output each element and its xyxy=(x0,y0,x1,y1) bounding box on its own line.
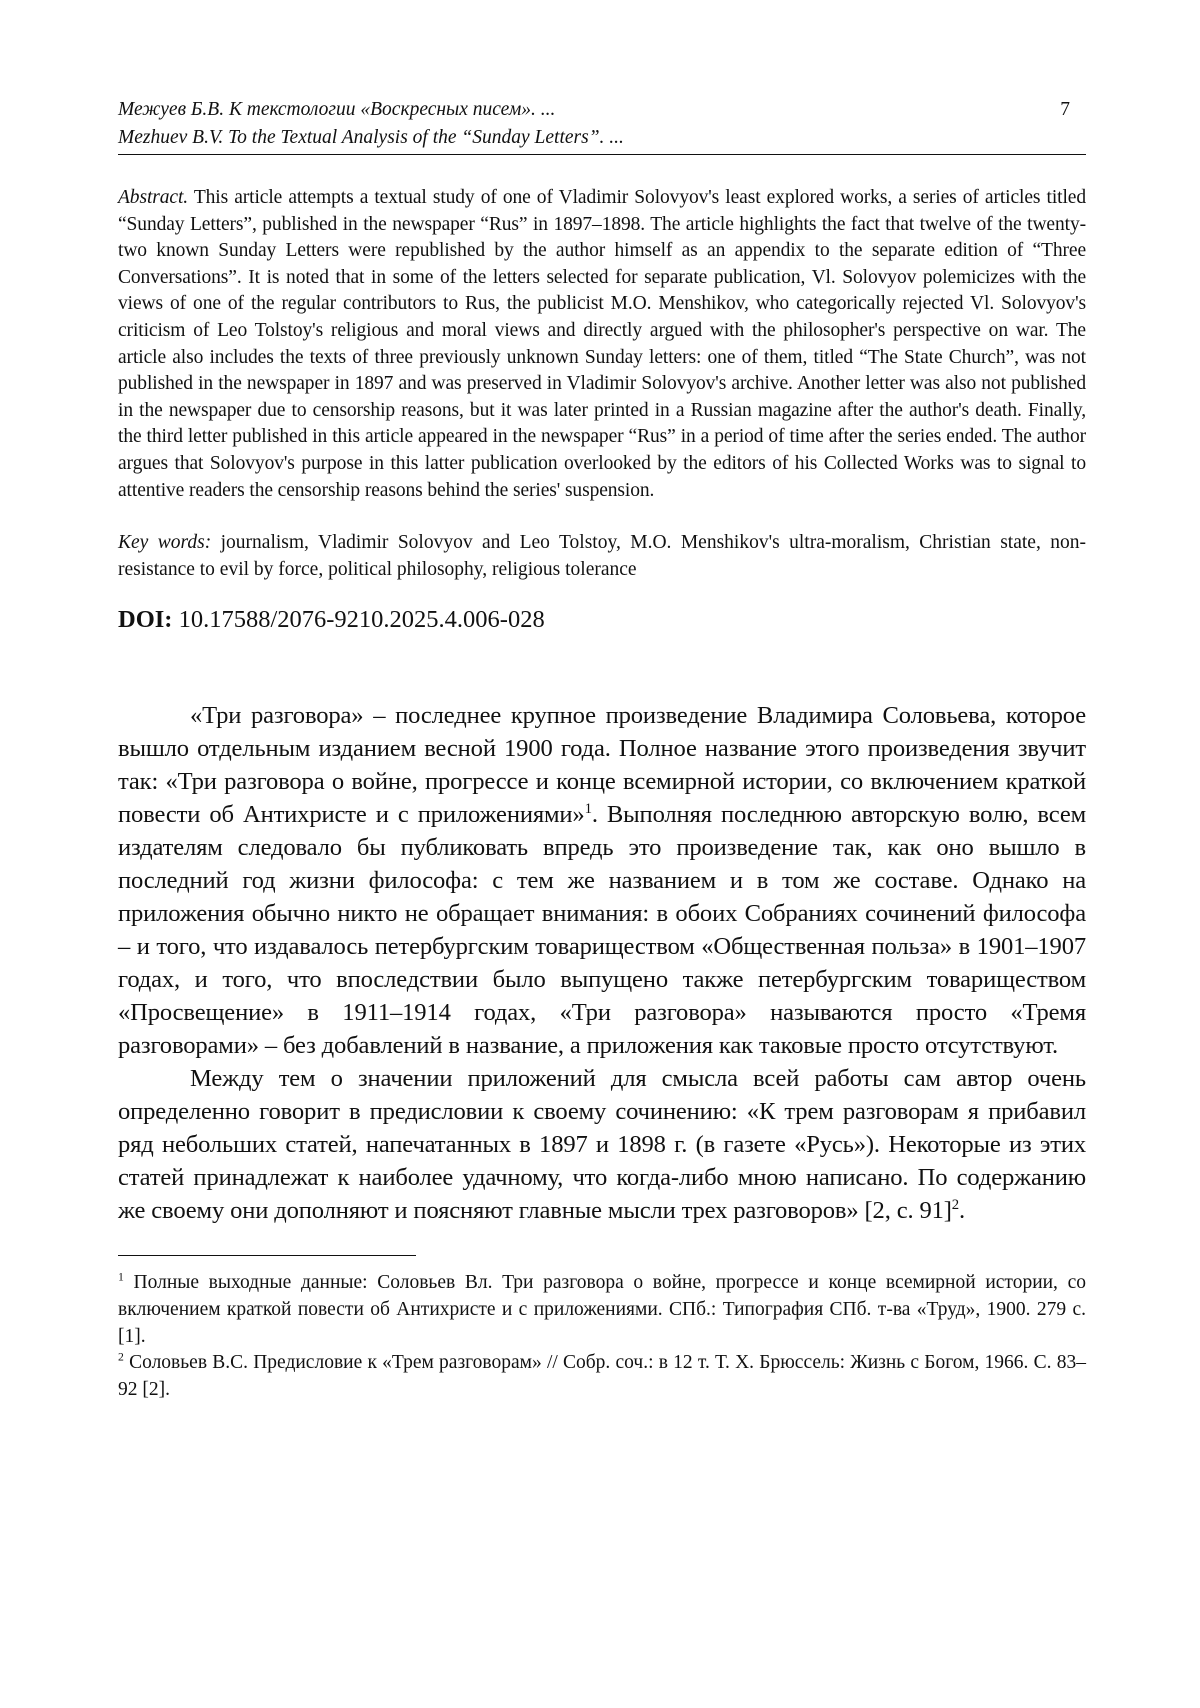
paragraph xyxy=(118,1062,1086,1227)
footnote xyxy=(118,1350,1086,1403)
running-header-en: Mezhuev B.V. To the Textual Analysis of the “Sunday Letters”. ... xyxy=(118,127,624,148)
footnote-divider xyxy=(118,1255,416,1256)
doi xyxy=(118,605,1086,635)
keywords-label: Key words: xyxy=(118,532,212,554)
running-header-ru: Межуев Б.В. К текстологии «Воскресных писем». ... xyxy=(118,99,556,120)
footnote-number: 2 xyxy=(118,1350,124,1364)
main-text xyxy=(118,699,1086,1227)
doi-label: DOI: xyxy=(118,606,173,634)
doi-value: 10.17588/2076-9210.2025.4.006-028 xyxy=(178,606,545,634)
paragraph-text: . xyxy=(959,1197,966,1225)
footnotes xyxy=(118,1270,1086,1403)
keywords xyxy=(118,530,1086,583)
paragraph-text: «Три разговора» – последнее крупное произведение Владимира Соловьева, которое вышло отдельным изданием весной 1900 года. Полное название этого произведения звучит так: «Три разговора о войне, прогрессе и конце всемирной истории, со включением краткой повести об Антихристе и с приложениями» xyxy=(118,702,1086,829)
running-header xyxy=(118,96,1086,152)
footnote-text: Соловьев В.С. Предисловие к «Трем разговорам» // Собр. соч.: в 12 т. Т. X. Брюссель: Жизнь с Богом, 1966. С. 83–92 [2]. xyxy=(118,1352,1087,1400)
paragraph-text: . Выполняя последнюю авторскую волю, всем издателям следовало бы публиковать впредь это произведение так, как оно вышло в последний год жизни философа: с тем же названием и в том же составе. Однако на приложения обычно никто не обращает внимания: в обоих Собраниях сочинений философа – и того, что издавалось петербургским товариществом «Общественная польза» в 1901–1907 годах, и того, что впоследствии было выпущено также петербургским товариществом «Просвещение» в 1911–1914 годах, «Три разговора» называются просто «Тремя разговорами» – без добавлений в название, а приложения как таковые просто отсутствуют. xyxy=(118,801,1086,1060)
paragraph-text: Между тем о значении приложений для смысла всей работы сам автор очень определенно говорит в предисловии к своему сочинению: «К трем разговорам я прибавил ряд небольших статей, напечатанных в 1897 и 1898 г. (в газете «Русь»). Некоторые из этих статей принадлежат к наиболее удачному, что когда-либо мною написано. По содержанию же своему они дополняют и поясняют главные мысли трех разговоров» [2, с. 91] xyxy=(118,1065,1086,1225)
abstract-text: This article attempts a textual study of one of Vladimir Solovyov's least explored works, a series of articles titled “Sunday Letters”, published in the newspaper “Rus” in 1897–1898. The article highlights the fact that twelve of the twenty-two known Sunday Letters were republished by the author himself as an appendix to the separate edition of “Three Conversations”. It is noted that in some of the letters selected for separate publication, Vl. Solovyov polemicizes with the views of one of the regular contributors to Rus, the publicist M.O. Menshikov, who categorically rejected Vl. Solovyov's criticism of Leo Tolstoy's religious and moral views and directly argued with the philosopher's perspective on war. The article also includes the texts of three previously unknown Sunday letters: one of them, titled “The State Church”, was not published in the newspaper in 1897 and was preserved in Vladimir Solovyov's archive. Another letter was also not published in the newspaper due to censorship reasons, but it was later printed in a Russian magazine after the author's death. Finally, the third letter published in this article appeared in the newspaper “Rus” in a period of time after the series ended. The author argues that Solovyov's purpose in this latter publication overlooked by the editors of his Collected Works was to signal to attentive readers the censorship reasons behind the series' suspension. xyxy=(118,187,1086,501)
footnote-ref[interactable]: 2 xyxy=(951,1197,960,1214)
keywords-text: journalism, Vladimir Solovyov and Leo Tolstoy, M.O. Menshikov's ultra-moralism, Christian state, non-resistance to evil by force, political philosophy, religious tolerance xyxy=(118,532,1087,580)
page-number: 7 xyxy=(1060,99,1070,120)
footnote-text: Полные выходные данные: Соловьев Вл. Три разговора о войне, прогрессе и конце всемирной истории, со включением краткой повести об Антихристе и с приложениями. СПб.: Типография СПб. т-ва «Труд», 1900. 279 с. [1]. xyxy=(118,1272,1086,1347)
abstract xyxy=(118,185,1086,504)
paragraph xyxy=(118,699,1086,1062)
footnote-number: 1 xyxy=(118,1270,124,1284)
journal-page xyxy=(118,96,1086,1403)
abstract-label: Abstract. xyxy=(118,187,189,208)
footnote-ref[interactable]: 1 xyxy=(584,801,592,818)
header-divider xyxy=(118,154,1086,155)
footnote xyxy=(118,1270,1086,1350)
